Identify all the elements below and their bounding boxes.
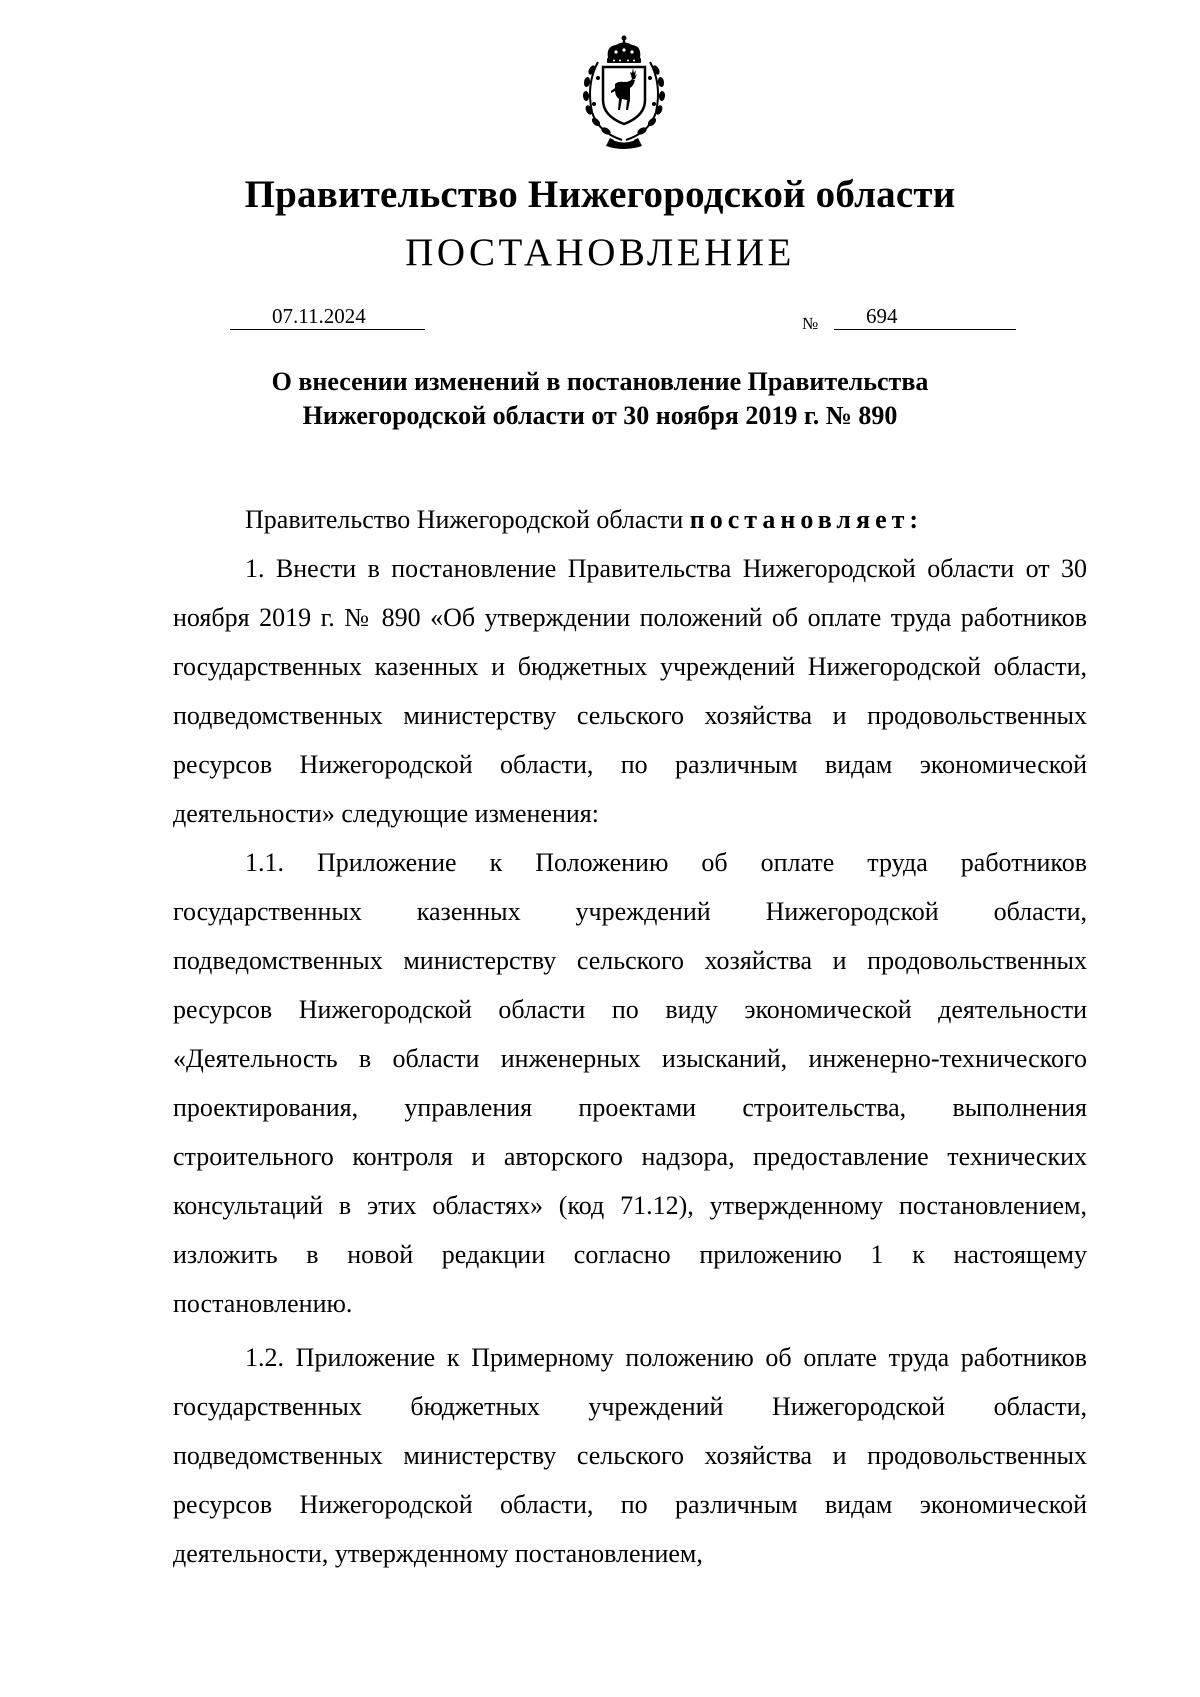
intro-text: Правительство Нижегородской области	[245, 505, 690, 534]
organization-title: Правительство Нижегородской области	[244, 173, 956, 216]
subject-line-1: О внесении изменений в постановление Правительства	[271, 367, 929, 396]
subject-line-2: Нижегородской области от 30 ноября 2019 г. № 890	[302, 401, 898, 430]
document-subject	[0, 365, 1200, 433]
intro-paragraph	[173, 495, 1087, 544]
paragraph-1: 1. Внести в постановление Правительства Нижегородской области от 30 ноября 2019 г. № 890 «Об утверждении положений об оплате труда работников государственных казенных и бюджетных учреждений Нижегородской области, подведомственных министерству сельского хозяйства и продовольственных ресурсов Нижегородской области, по различным видам экономической деятельности» следующие изменения:	[173, 554, 1087, 828]
paragraph-1-2: 1.2. Приложение к Примерному положению об оплате труда работников государственных бюджетных учреждений Нижегородской области, подведомственных министерству сельского хозяйства и продовольственных ресурсов Нижегородской области, по различным видам экономической деятельности, утвержденному постановлением,	[173, 1343, 1087, 1568]
paragraph-1-1: 1.1. Приложение к Положению об оплате труда работников государственных казенных учреждений Нижегородской области, подведомственных министерству сельского хозяйства и продовольственных ресурсов Нижегородской области по виду экономической деятельности «Деятельность в области инженерных изысканий, инженерно-технического проектирования, управления проектами строительства, выполнения строительного контроля и авторского надзора, предоставление технических консультаций в этих областях» (код 71.12), утвержденному постановлением, изложить в новой редакции согласно приложению 1 к настоящему постановлению.	[173, 848, 1087, 1318]
document-type: ПОСТАНОВЛЕНИЕ	[405, 231, 795, 274]
coat-of-arms-icon	[574, 34, 674, 152]
document-date: 07.11.2024	[230, 303, 425, 330]
number-label: №	[802, 314, 819, 333]
document-body	[173, 495, 1087, 1578]
document-number: 694	[834, 303, 1016, 330]
intro-keyword: постановляет:	[689, 505, 924, 534]
